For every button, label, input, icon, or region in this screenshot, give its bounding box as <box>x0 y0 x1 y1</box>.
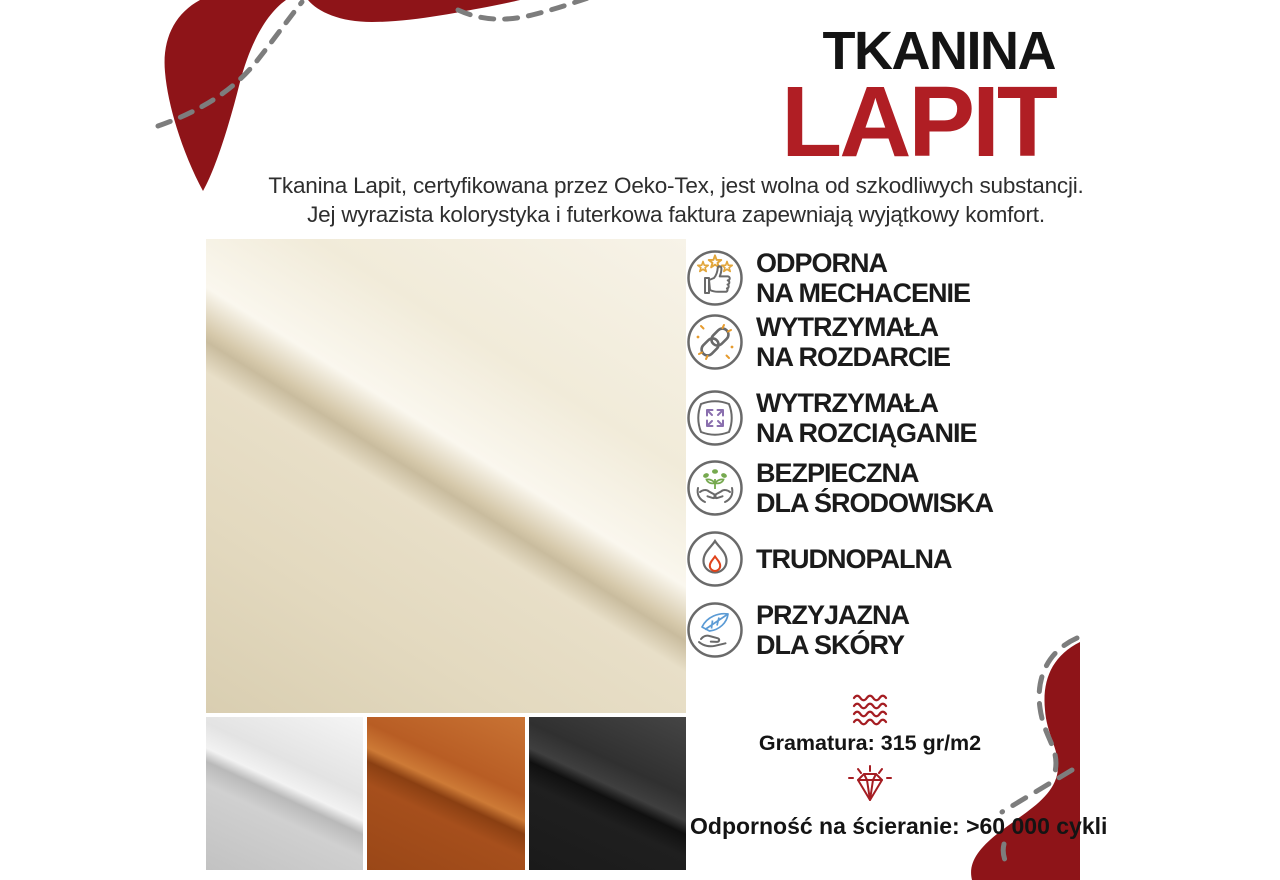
title-block <box>600 21 1055 178</box>
feature-label <box>756 544 951 574</box>
eco-hands-icon <box>686 459 744 517</box>
feature-label-line: WYTRZYMAŁA <box>756 312 938 342</box>
fabric-color-swatches <box>206 717 686 870</box>
thumbs-up-stars-icon <box>686 249 744 307</box>
feature-label <box>756 600 909 660</box>
feature-label-line: PRZYJAZNA <box>756 600 910 630</box>
feature-item <box>686 248 970 308</box>
description-line-2: Jej wyrazista kolorystyka i futerkowa faktura zapewniają wyjątkowy komfort. <box>307 201 1045 227</box>
feature-item <box>686 312 950 372</box>
feature-label-line: WYTRZYMAŁA <box>756 388 938 418</box>
abrasion-spec-label: Odporność na ścieranie: >60 000 cykli <box>690 813 1108 839</box>
chain-link-icon <box>686 313 744 371</box>
feature-item <box>686 530 951 588</box>
feature-item <box>686 388 977 448</box>
feature-label <box>756 248 970 308</box>
feature-label <box>756 388 977 448</box>
red-blob-arm <box>165 0 286 191</box>
feature-item <box>686 458 993 518</box>
diamond-icon <box>846 764 894 810</box>
feature-label <box>756 458 993 518</box>
description-line-1: Tkanina Lapit, certyfikowana przez Oeko-Tex, jest wolna od szkodliwych substancji. <box>268 173 1084 198</box>
feature-label-line: BEZPIECZNA <box>756 458 919 488</box>
silver-fabric-swatch <box>206 717 363 870</box>
feature-label-line: ODPORNA <box>756 248 888 278</box>
product-category-title: TKANINA <box>822 21 1055 81</box>
feature-label-line: NA ROZDARCIE <box>756 342 950 372</box>
stretch-pillow-icon <box>686 389 744 447</box>
beige-fabric-photo <box>206 239 686 713</box>
product-description <box>196 172 1156 229</box>
feature-label-line: DLA ŚRODOWISKA <box>756 488 993 518</box>
flame-icon <box>686 530 744 588</box>
red-blob-wave <box>971 642 1080 880</box>
black-fabric-swatch <box>529 717 686 870</box>
weight-spec-label: Gramatura: 315 gr/m2 <box>758 731 982 755</box>
feature-label-line: TRUDNOPALNA <box>756 544 952 574</box>
feature-label-line: NA MECHACENIE <box>756 278 971 308</box>
feature-item <box>686 600 909 660</box>
rust-fabric-swatch <box>367 717 524 870</box>
fabric-weave-icon <box>851 691 889 729</box>
feature-label-line: DLA SKÓRY <box>756 630 905 660</box>
feature-label <box>756 312 950 372</box>
feather-hand-icon <box>686 601 744 659</box>
product-name-title: LAPIT <box>781 66 1055 178</box>
feature-label-line: NA ROZCIĄGANIE <box>756 418 977 448</box>
